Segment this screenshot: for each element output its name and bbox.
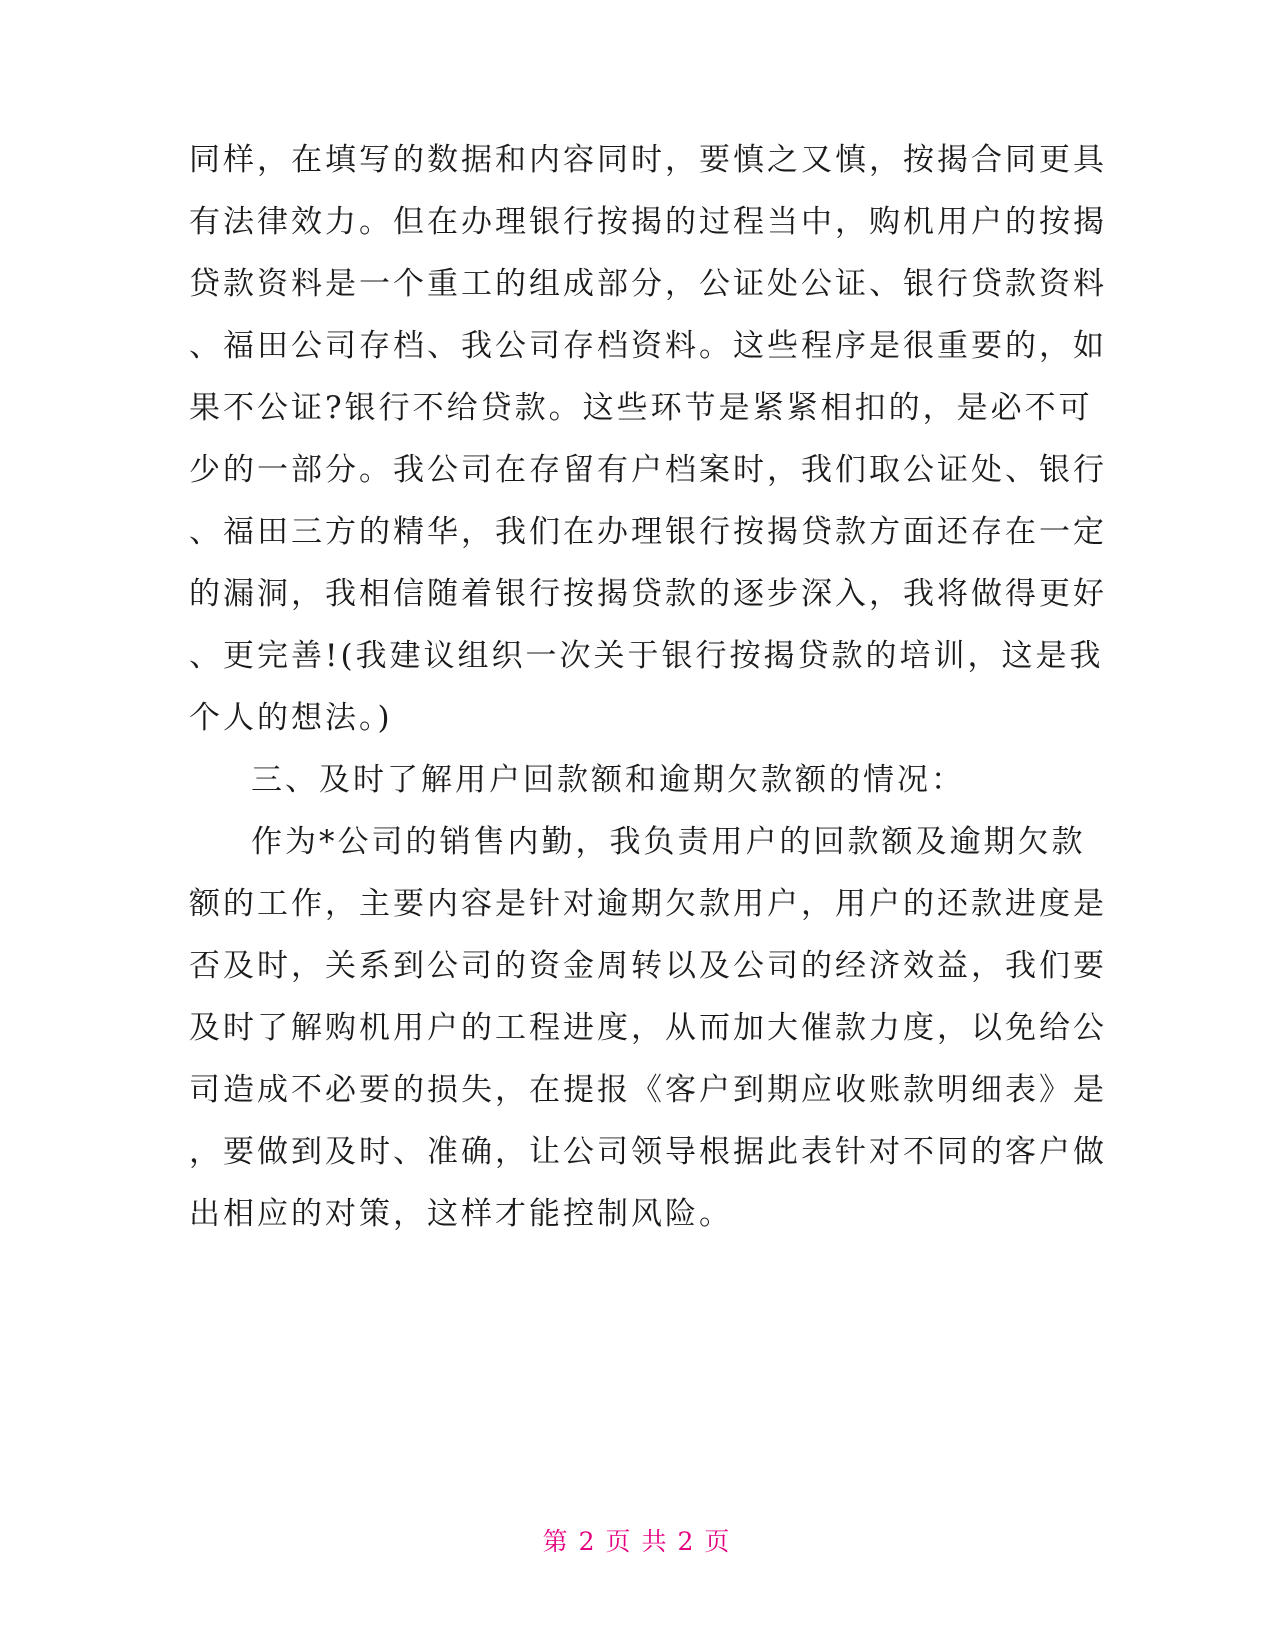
paragraph-line: ，要做到及时、准确，让公司领导根据此表针对不同的客户做 [189, 1134, 1107, 1170]
paragraph-line: 作为*公司的销售内勤，我负责用户的回款额及逾期欠款 [251, 824, 1086, 860]
paragraph-line: 的漏洞，我相信随着银行按揭贷款的逐步深入，我将做得更好 [189, 576, 1107, 612]
paragraph-line: 有法律效力。但在办理银行按揭的过程当中，购机用户的按揭 [189, 204, 1107, 240]
paragraph-line: 及时了解购机用户的工程进度，从而加大催款力度，以免给公 [189, 1010, 1107, 1046]
paragraph-line: 、福田公司存档、我公司存档资料。这些程序是很重要的，如 [189, 328, 1107, 364]
footer-total-word: 共 [641, 1527, 670, 1556]
section-heading: 三、及时了解用户回款额和逾期欠款额的情况： [251, 762, 965, 798]
paragraph-line: 出相应的对策，这样才能控制风险。 [189, 1196, 733, 1232]
footer-suffix: 页 [704, 1527, 733, 1556]
paragraph-line: 否及时，关系到公司的资金周转以及公司的经济效益，我们要 [189, 948, 1107, 984]
footer-total-pages: 2 [677, 1527, 697, 1556]
page-footer [0, 1526, 1275, 1558]
paragraph-line: 少的一部分。我公司在存留有户档案时，我们取公证处、银行 [189, 452, 1107, 488]
footer-current-page: 2 [578, 1527, 598, 1556]
paragraph-line: 个人的想法。) [189, 700, 393, 736]
paragraph-line: 同样，在填写的数据和内容同时，要慎之又慎，按揭合同更具 [189, 142, 1107, 178]
paragraph-line: 、福田三方的精华，我们在办理银行按揭贷款方面还存在一定 [189, 514, 1107, 550]
footer-prefix: 第 [542, 1527, 571, 1556]
footer-page-word: 页 [605, 1527, 634, 1556]
paragraph-line: 果不公证?银行不给贷款。这些环节是紧紧相扣的，是必不可 [189, 390, 1093, 426]
paragraph-line: 额的工作，主要内容是针对逾期欠款用户，用户的还款进度是 [189, 886, 1107, 922]
paragraph-line: 、更完善!(我建议组织一次关于银行按揭贷款的培训，这是我 [189, 638, 1104, 674]
paragraph-line: 贷款资料是一个重工的组成部分，公证处公证、银行贷款资料 [189, 266, 1107, 302]
paragraph-line: 司造成不必要的损失，在提报《客户到期应收账款明细表》是 [189, 1072, 1107, 1108]
